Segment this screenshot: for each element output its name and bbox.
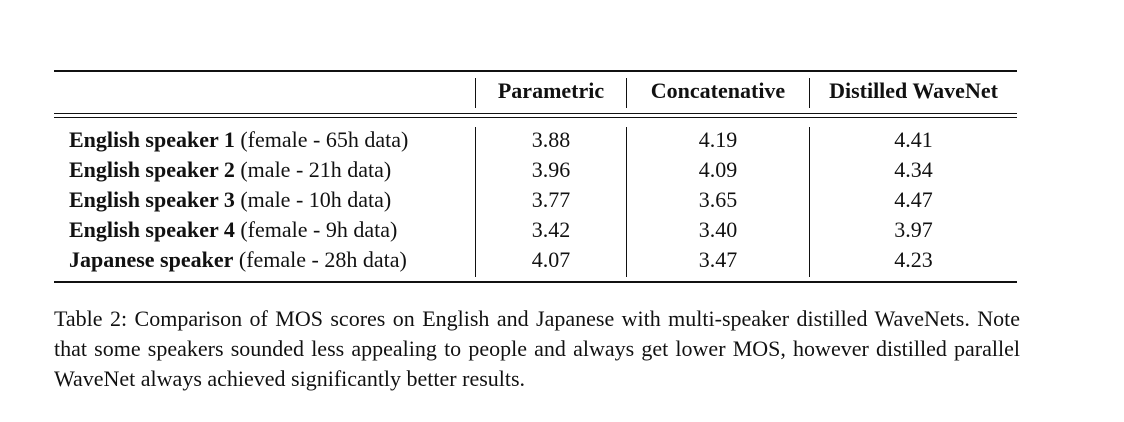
distilled-wavenet-score: 4.47 (894, 187, 933, 212)
speaker-name: English speaker 4 (69, 217, 235, 242)
row-label (69, 185, 391, 215)
column-header-distilled-wavenet: Distilled WaveNet (829, 78, 998, 103)
column-header-concatenative: Concatenative (650, 78, 786, 103)
speaker-detail: (female - 9h data) (240, 217, 398, 242)
row-label (69, 125, 408, 155)
caption-label: Table 2: (54, 306, 128, 331)
speaker-name: English speaker 2 (69, 157, 235, 182)
distilled-wavenet-score: 3.97 (894, 217, 933, 242)
parametric-score: 3.88 (531, 127, 571, 152)
row-label (69, 245, 407, 275)
distilled-wavenet-score: 4.23 (894, 247, 933, 272)
concatenative-score: 4.09 (698, 157, 738, 182)
speaker-detail: (female - 65h data) (240, 127, 409, 152)
parametric-score: 3.96 (531, 157, 571, 182)
speaker-name: English speaker 1 (69, 127, 235, 152)
parametric-score: 3.77 (531, 187, 571, 212)
parametric-score: 3.42 (531, 217, 571, 242)
speaker-detail: (male - 10h data) (240, 187, 392, 212)
table-bottom-rule (54, 281, 1017, 283)
speaker-name: English speaker 3 (69, 187, 235, 212)
speaker-detail: (male - 21h data) (240, 157, 392, 182)
concatenative-score: 3.40 (698, 217, 738, 242)
table-top-rule (54, 70, 1017, 72)
row-label (69, 215, 397, 245)
concatenative-score: 3.65 (698, 187, 738, 212)
parametric-score: 4.07 (531, 247, 571, 272)
speaker-name: Japanese speaker (69, 247, 234, 272)
distilled-wavenet-score: 4.41 (894, 127, 933, 152)
distilled-wavenet-score: 4.34 (894, 157, 933, 182)
header-rule-lower (54, 117, 1017, 118)
row-label (69, 155, 391, 185)
concatenative-score: 4.19 (698, 127, 738, 152)
header-rule-upper (54, 113, 1017, 114)
concatenative-score: 3.47 (698, 247, 738, 272)
caption-text: Comparison of MOS scores on English and Japanese with multi-speaker distilled WaveNets. Note that some speakers sounded less appealing to people and always get lower MOS, however distilled parallel WaveNet always achieved significantly better results. (54, 306, 1021, 391)
table-caption (54, 304, 1020, 394)
column-header-parametric: Parametric (497, 78, 605, 103)
speaker-detail: (female - 28h data) (238, 247, 407, 272)
